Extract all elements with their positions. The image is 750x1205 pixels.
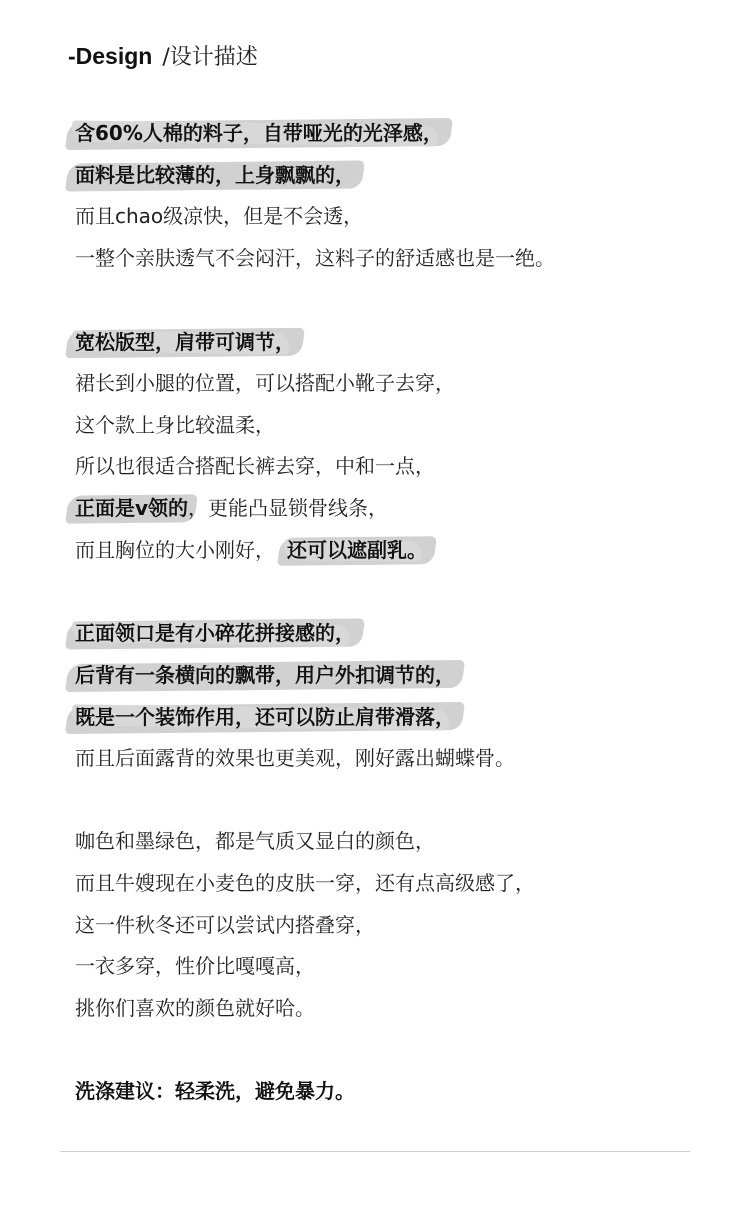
- highlighted-text: 既是一个装饰作用，还可以防止肩带滑落，: [75, 702, 455, 732]
- text-line: [75, 160, 355, 190]
- body-text: 所以也很适合搭配长裤去穿，中和一点，: [75, 454, 435, 478]
- body-text: 裙长到小腿的位置，可以搭配小靴子去穿，: [75, 371, 455, 395]
- text-line: [75, 993, 315, 1023]
- highlighted-text: 面料是比较薄的，上身飘飘的，: [75, 160, 355, 190]
- highlighted-text: 后背有一条横向的飘带，用户外扣调节的，: [75, 660, 455, 690]
- text-line: [75, 451, 435, 481]
- body-text: 挑你们喜欢的颜色就好哈。: [75, 996, 315, 1020]
- text-line: [75, 201, 363, 231]
- section-heading: [68, 40, 258, 74]
- body-text: 而且chao级凉快，但是不会透，: [75, 204, 364, 228]
- heading-title: /设计描述: [162, 45, 258, 70]
- highlighted-text: 还可以遮副乳。: [287, 535, 427, 565]
- text-line: [75, 118, 443, 148]
- text-line: [75, 493, 388, 523]
- text-line: [75, 618, 355, 648]
- text-line: [75, 868, 535, 898]
- heading-prefix: -Design: [68, 43, 153, 69]
- body-text: 这一件秋冬还可以尝试内搭叠穿，: [75, 913, 375, 937]
- text-line: [75, 535, 427, 565]
- text-line: [75, 410, 275, 440]
- text-line: [75, 951, 315, 981]
- text-line: [75, 702, 455, 732]
- highlighted-text: 含60%人棉的料子，自带哑光的光泽感，: [75, 118, 443, 148]
- highlighted-text: 宽松版型，肩带可调节，: [75, 327, 295, 357]
- text-line: [75, 743, 515, 773]
- body-text: 而且牛嫂现在小麦色的皮肤一穿，还有点高级感了，: [75, 871, 535, 895]
- washing-advice: 洗涤建议：轻柔洗，避免暴力。: [75, 1079, 355, 1103]
- text-line: [75, 243, 555, 273]
- body-text: 咖色和墨绿色，都是气质又显白的颜色，: [75, 829, 435, 853]
- text-line: [75, 368, 455, 398]
- body-text: 这个款上身比较温柔，: [75, 413, 275, 437]
- body-text: 而且后面露背的效果也更美观，刚好露出蝴蝶骨。: [75, 746, 515, 770]
- divider: [60, 1151, 690, 1152]
- text-line: [75, 327, 295, 357]
- text-line: [75, 910, 375, 940]
- body-text: 一衣多穿，性价比嘎嘎高，: [75, 954, 315, 978]
- body-text: 一整个亲肤透气不会闷汗，这料子的舒适感也是一绝。: [75, 246, 555, 270]
- text-line: [75, 660, 455, 690]
- body-text: 而且胸位的大小刚好，: [75, 538, 275, 562]
- highlighted-text: 正面是v领的: [75, 493, 188, 523]
- text-line: [75, 826, 435, 856]
- text-line: [75, 1076, 355, 1106]
- highlighted-text: 正面领口是有小碎花拼接感的，: [75, 618, 355, 648]
- body-text: ，更能凸显锁骨线条，: [188, 496, 389, 520]
